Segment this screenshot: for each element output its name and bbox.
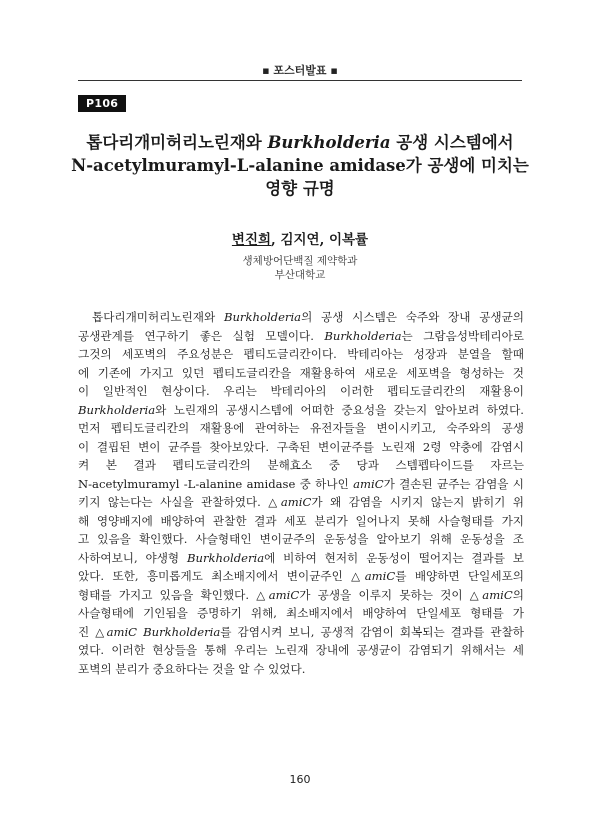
abstract-line: 고 있음을 확인했다. 사슬형태인 변이균주의 운동성을 알아보기 위해 운동성을 조 xyxy=(78,532,524,546)
page-number: 160 xyxy=(289,773,311,786)
abstract-line: 사슬형태에 기인됨을 증명하기 위해, 최소배지에서 배양하여 단일세포 형태를 가 xyxy=(78,606,524,620)
title-line-1: 톱다리개미허리노린재와 Burkholderia 공생 시스템에서 xyxy=(86,133,514,152)
abstract-line: 였다. 이러한 현상들을 통해 우리는 노린재 장내에 공생균이 감염되기 위해서는 세 xyxy=(78,643,524,657)
abstract-line: 이 결핍된 변이 균주를 찾아보았다. 구축된 변이균주를 노린재 2령 약충에 감염시 xyxy=(78,439,524,454)
section-label: ▪ 포스터발표 ▪ xyxy=(262,64,338,77)
abstract-line: 켜 본 결과 펩티도글리칸의 분해효소 중 당과 스템펩타이드를 자르는 xyxy=(78,458,524,472)
abstract-line: Burkholderia와 노린재의 공생시스템에 어떠한 중요성을 갖는지 알아보려 하였다. xyxy=(78,402,524,417)
abstract-line: 공생관계를 연구하기 좋은 실험 모델이다. Burkholderia는 그람음성박테리아로 xyxy=(78,328,524,343)
paper-title xyxy=(60,131,540,200)
abstract-line: 먼저 펩티도글리칸의 재활용에 관여하는 유전자들을 변이시키고, 숙주와의 공생 xyxy=(78,421,524,435)
affiliation-university: 부산대학교 xyxy=(274,269,326,281)
abstract-line: 사하여보니, 야생형 Burkholderia에 비하여 현저히 운동성이 떨어지는 결과를 보 xyxy=(78,550,524,565)
author-list xyxy=(0,228,600,248)
abstract-line: 에 기존에 가지고 있던 펩티도글리칸을 재활용하여 새로운 세포벽을 형성하는 것 xyxy=(78,365,524,380)
author-first: 변진희 xyxy=(231,232,272,248)
header-divider xyxy=(78,80,522,81)
abstract-line: 해 영양배지에 배양하여 관찰한 결과 세포 분리가 일어나지 못해 사슬형태를 가지 xyxy=(78,513,524,528)
abstract-line: 형태를 가지고 있음을 확인했다. △amiC가 공생을 이루지 못하는 것이 △amiC의 xyxy=(78,587,524,602)
author-third: 이복률 xyxy=(328,232,369,248)
abstract-line: 그것의 세포벽의 주요성분은 펩티도글리칸이다. 박테리아는 성장과 분열을 할때 xyxy=(78,347,524,361)
author-separator: , xyxy=(271,232,281,248)
author-second: 김지연 xyxy=(280,232,320,248)
abstract-line: 키지 않는다는 사실을 관찰하였다. △amiC가 왜 감염을 시키지 않는지 밝히기 위 xyxy=(78,495,524,509)
author-separator: , xyxy=(319,232,329,248)
abstract-line: 진 △amiC Burkholderia를 감염시켜 보니, 공생적 감염이 회복되는 결과를 관찰하 xyxy=(78,624,524,639)
abstract-line: 톱다리개미허리노린재와 Burkholderia의 공생 시스템은 숙주와 장내 공생균의 xyxy=(92,310,524,324)
title-line-2: N-acetylmuramyl-L-alanine amidase가 공생에 미치는 xyxy=(71,156,529,175)
affiliation-department: 생체방어단백질 제약학과 xyxy=(242,255,358,267)
title-line-3: 영향 규명 xyxy=(265,179,335,198)
abstract-body xyxy=(78,308,524,678)
abstract-line: 이 일반적인 현상이다. 우리는 박테리아의 이러한 펩티도글리칸의 재활용이 xyxy=(78,384,524,398)
abstract-line: 았다. 또한, 흥미롭게도 최소배지에서 변이균주인 △amiC를 배양하면 단일세포의 xyxy=(78,569,524,583)
poster-id-badge: P106 xyxy=(78,95,126,112)
abstract-line: 포벽의 분리가 중요하다는 것을 알 수 있었다. xyxy=(78,661,306,676)
abstract-line: N-acetylmuramyl -L-alanine amidase 중 하나인 amiC가 결손된 균주는 감염을 시 xyxy=(78,476,524,491)
